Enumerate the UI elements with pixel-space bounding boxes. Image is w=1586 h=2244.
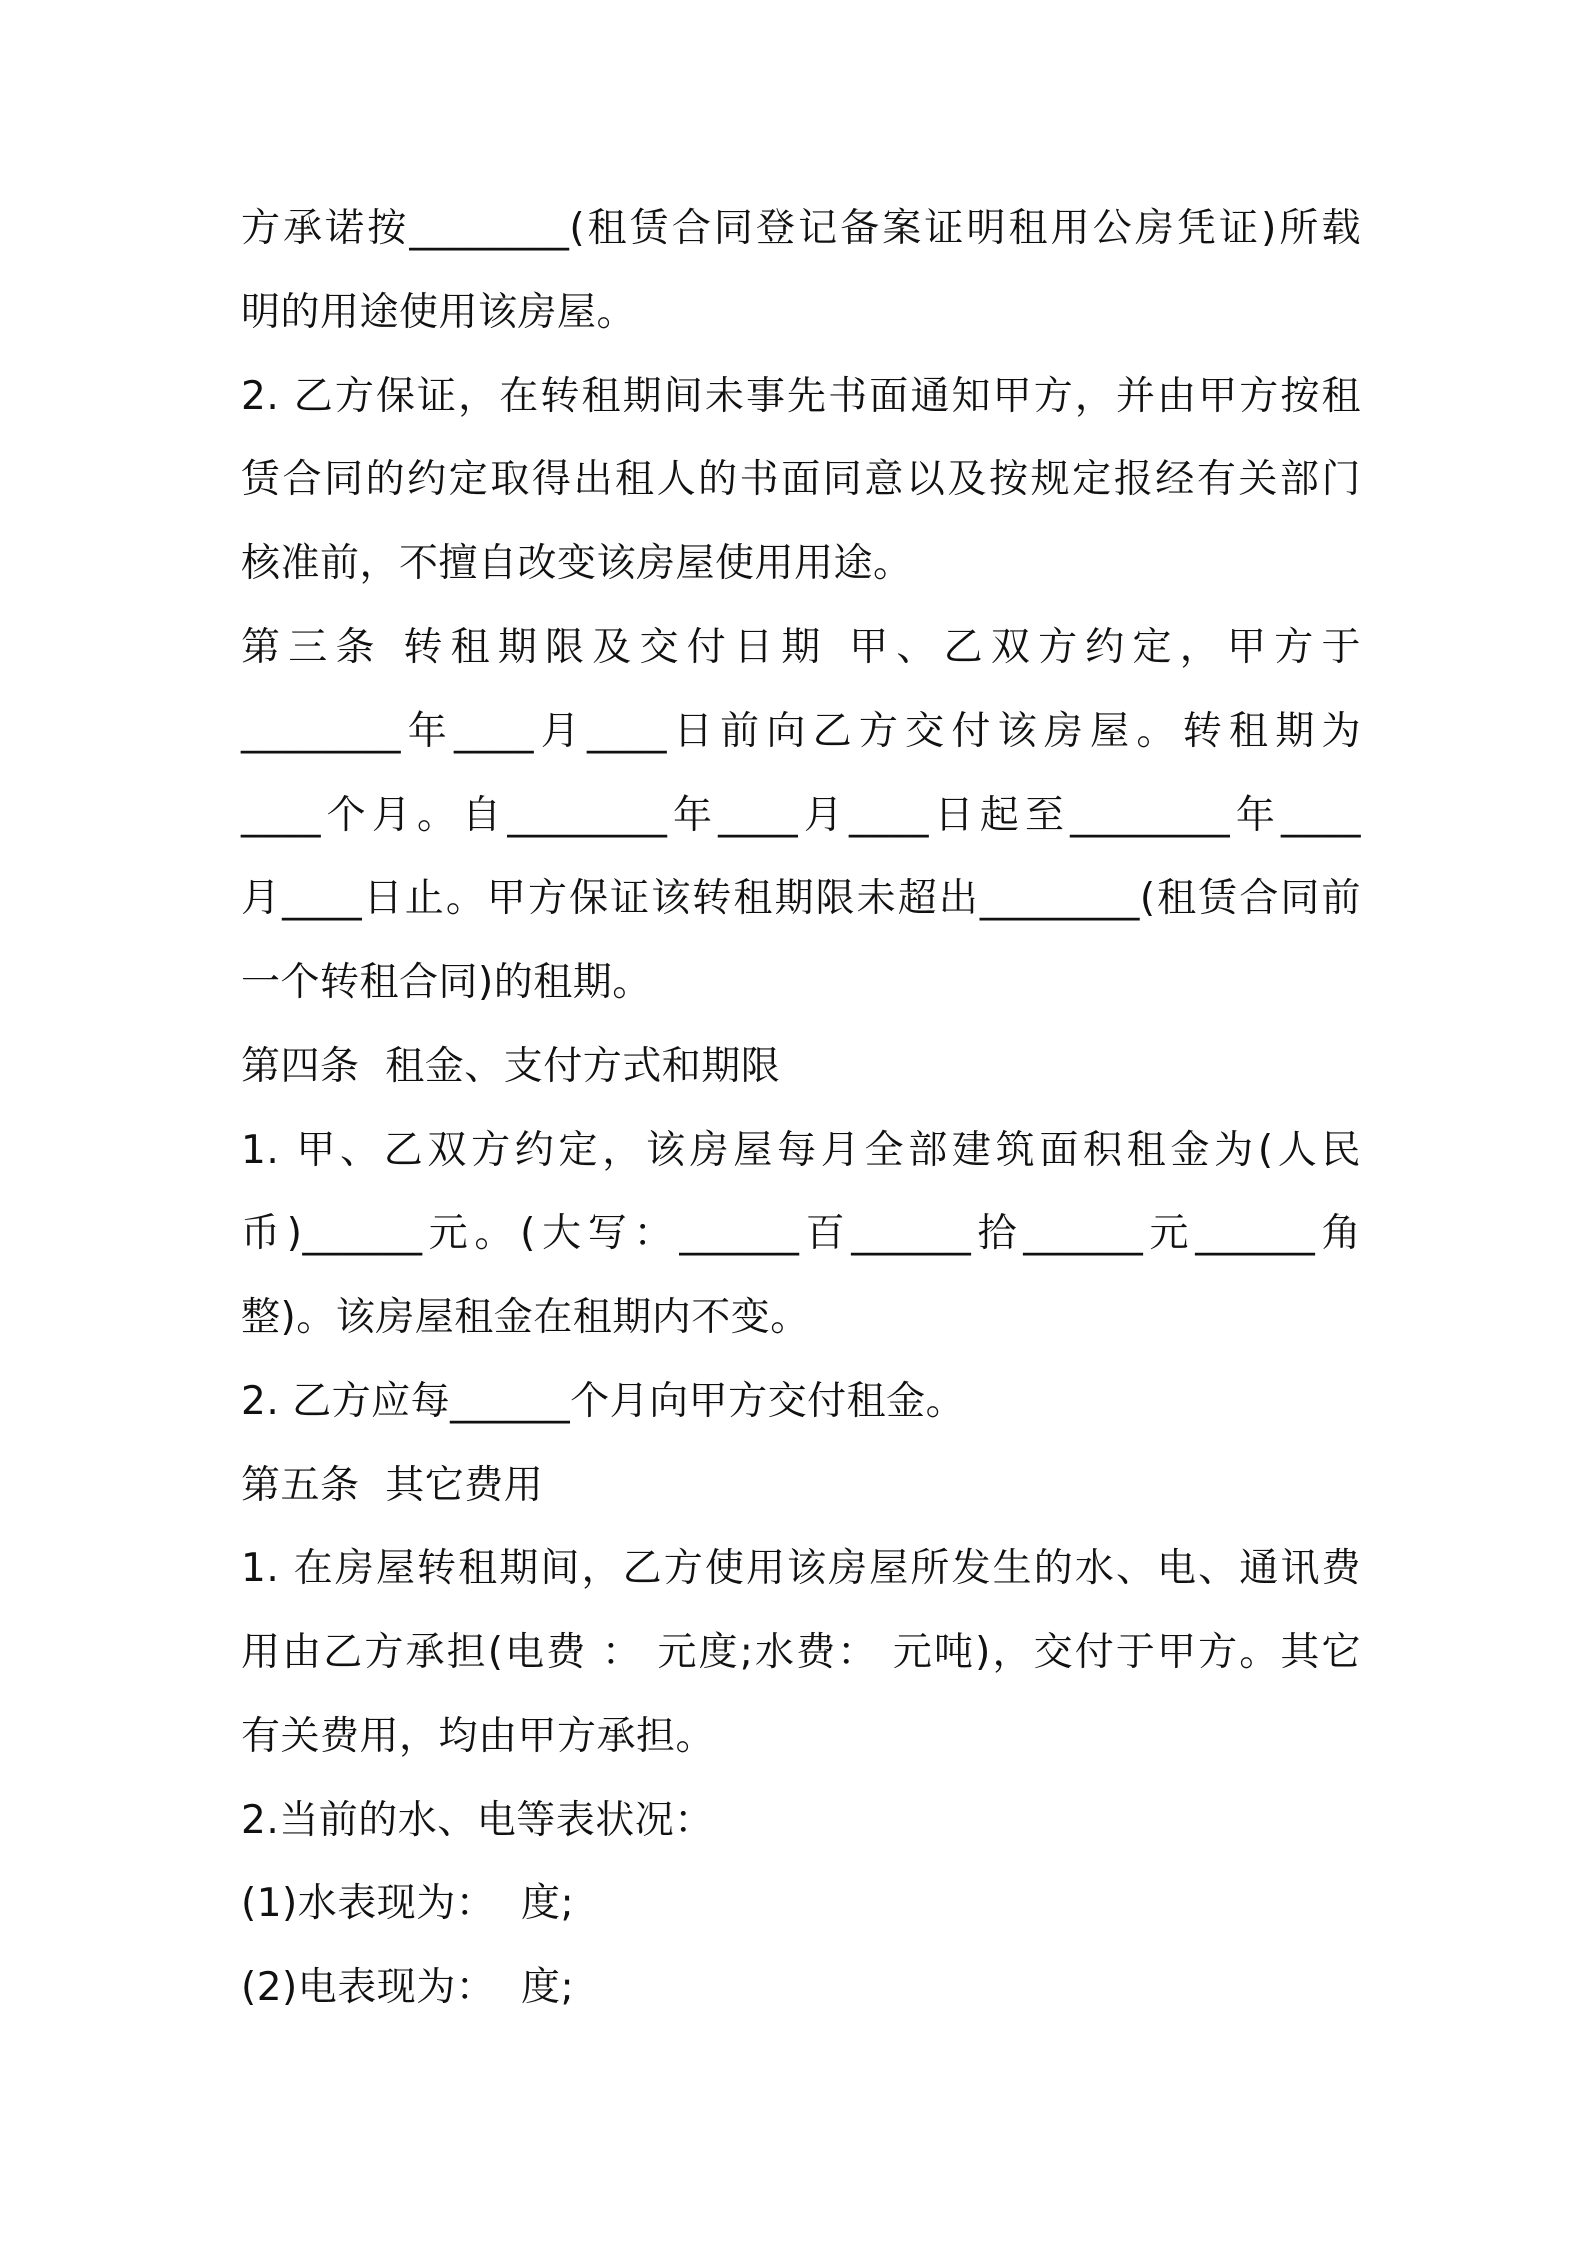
- text-line-15: 2. 乙方应每______个月向甲方交付租金。: [241, 1379, 966, 1424]
- text-line-17: 1. 在房屋转租期间，乙方使用该房屋所发生的水、电、通讯费: [241, 1546, 1361, 1591]
- text-line-19: 有关费用，均由甲方承担。: [241, 1714, 716, 1759]
- text-line-14: 整)。该房屋租金在租期内不变。: [241, 1295, 810, 1340]
- text-line-20: 2.当前的水、电等表状况：: [241, 1798, 714, 1843]
- text-line-7: ________年____月____日前向乙方交付该房屋。转租期为: [241, 709, 1361, 754]
- text-line-3: 2. 乙方保证，在转租期间未事先书面通知甲方，并由甲方按租: [241, 374, 1361, 419]
- text-line-9: 月____日止。甲方保证该转租期限未超出________(租赁合同前: [241, 876, 1361, 921]
- text-line-18: 用由乙方承担(电费 ： 元度;水费： 元吨)，交付于甲方。其它: [241, 1630, 1361, 1675]
- text-line-2: 明的用途使用该房屋。: [241, 290, 637, 335]
- text-line-21: (1)水表现为： 度;: [241, 1881, 575, 1926]
- section-heading-4: 第四条 租金、支付方式和期限: [241, 1044, 781, 1089]
- section-heading-5: 第五条 其它费用: [241, 1463, 544, 1508]
- text-line-13: 币)______元。(大写：______百______拾______元______角: [241, 1211, 1361, 1256]
- text-line-1: 方承诺按________(租赁合同登记备案证明租用公房凭证)所载: [241, 206, 1361, 251]
- text-line-4: 赁合同的约定取得出租人的书面同意以及按规定报经有关部门: [241, 457, 1361, 502]
- text-line-10: 一个转租合同)的租期。: [241, 960, 652, 1005]
- text-line-12: 1. 甲、乙双方约定，该房屋每月全部建筑面积租金为(人民: [241, 1128, 1361, 1173]
- text-line-5: 核准前，不擅自改变该房屋使用用途。: [241, 541, 913, 586]
- text-line-8: ____个月。自________年____月____日起至________年____: [241, 793, 1361, 838]
- section-heading-3: 第三条 转租期限及交付日期 甲、乙双方约定，甲方于: [241, 625, 1361, 670]
- text-line-22: (2)电表现为： 度;: [241, 1965, 575, 2010]
